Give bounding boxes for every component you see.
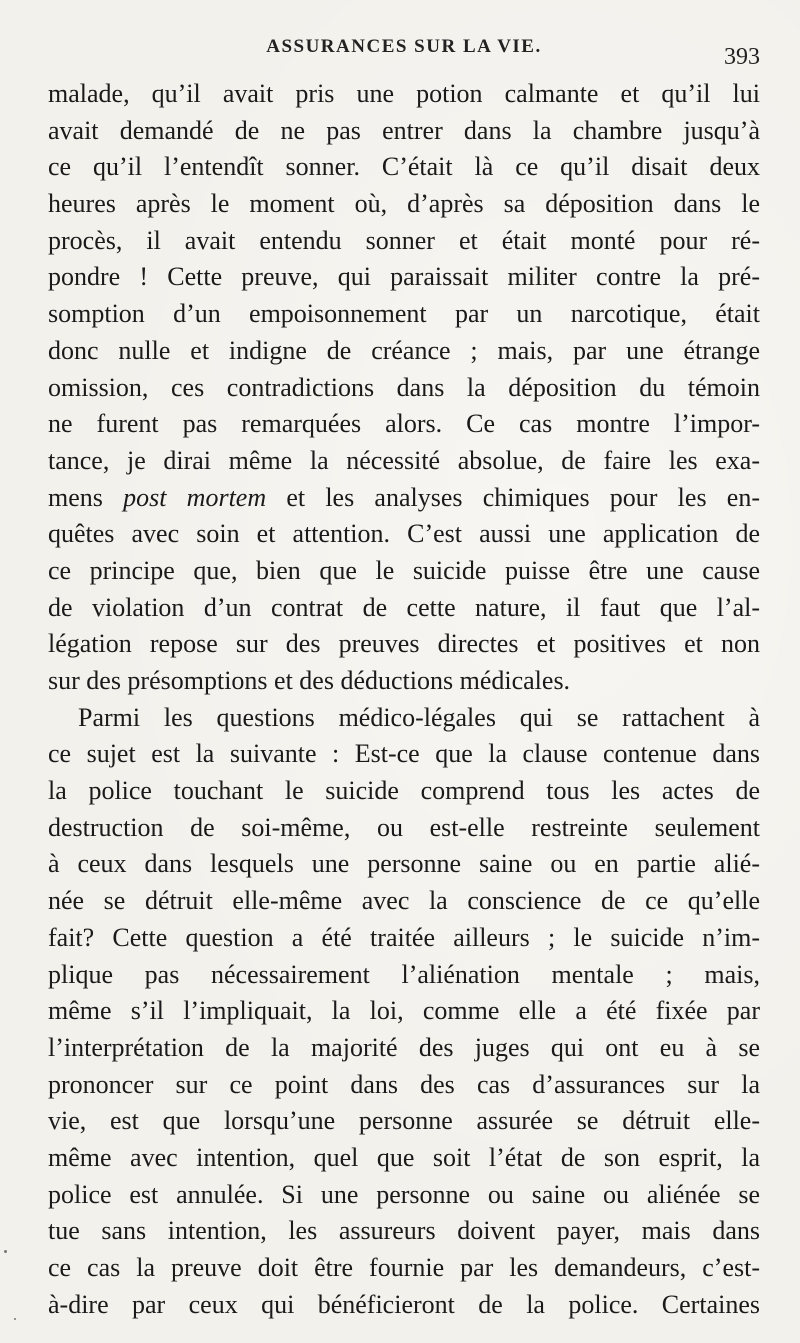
- text-line: ne furent pas remarquées alors. Ce cas montre l’impor-: [48, 409, 760, 439]
- running-head: [48, 30, 760, 70]
- text-line: somption d’un empoisonnement par un narcotique, était: [48, 299, 760, 329]
- line-segment: mens: [48, 482, 124, 512]
- text-line: police est annulée. Si une personne ou saine ou aliénée se: [48, 1179, 760, 1209]
- text-line: ce sujet est la suivante : Est-ce que la clause contenue dans: [48, 739, 760, 769]
- text-line: ce principe que, bien que le suicide puisse être une cause: [48, 555, 760, 585]
- text-line: pondre ! Cette preuve, qui paraissait militer contre la pré-: [48, 262, 760, 292]
- text-line: plique pas nécessairement l’aliénation mentale ; mais,: [48, 959, 760, 989]
- text-line: procès, il avait entendu sonner et était monté pour ré-: [48, 225, 760, 255]
- text-line: ce cas la preuve doit être fournie par les demandeurs, c’est-: [48, 1253, 760, 1282]
- text-line: destruction de soi-même, ou est-elle restreinte seulement: [48, 812, 760, 842]
- text-line: omission, ces contradictions dans la déposition du témoin: [48, 372, 760, 402]
- text-line: donc nulle et indigne de créance ; mais, par une étrange: [48, 335, 760, 365]
- text-line: ce qu’il l’entendît sonner. C’était là ce qu’il disait deux: [48, 152, 760, 182]
- body-text: [48, 76, 760, 1323]
- text-line: sur des présomptions et des déductions médicales.: [48, 666, 571, 695]
- text-line: tance, je dirai même la nécessité absolue, de faire les exa-: [48, 445, 760, 475]
- text-line: heures après le moment où, d’après sa déposition dans le: [48, 189, 760, 219]
- text-line: légation repose sur des preuves directes et positives et non: [48, 629, 760, 659]
- text-line: de violation d’un contrat de cette nature, il faut que l’al-: [48, 592, 760, 622]
- text-line: à ceux dans lesquels une personne saine ou en partie alié-: [48, 849, 760, 879]
- italic-term: post mortem: [123, 482, 267, 512]
- text-line: l’interprétation de la majorité des juges qui ont eu à se: [48, 1032, 760, 1062]
- paper-speck: [14, 1318, 16, 1320]
- text-line: Parmi les questions médico-légales qui se rattachent à: [78, 702, 760, 732]
- line-segment: et les analyses chimiques pour les en-: [266, 482, 760, 512]
- running-title: ASSURANCES SUR LA VIE.: [266, 36, 542, 57]
- text-line-with-italic: [48, 480, 760, 517]
- text-line: malade, qu’il avait pris une potion calmante et qu’il lui: [48, 79, 760, 108]
- paper-speck: [4, 1250, 7, 1253]
- text-line: à-dire par ceux qui bénéficieront de la police. Certaines: [48, 1289, 760, 1319]
- text-line: la police touchant le suicide comprend tous les actes de: [48, 776, 760, 806]
- text-line: prononcer sur ce point dans des cas d’assurances sur la: [48, 1069, 760, 1099]
- text-line: née se détruit elle-même avec la conscience de ce qu’elle: [48, 886, 760, 916]
- text-line: même s’il l’impliquait, la loi, comme elle a été fixée par: [48, 996, 760, 1026]
- text-line: avait demandé de ne pas entrer dans la chambre jusqu’à: [48, 115, 760, 145]
- text-line: vie, est que lorsqu’une personne assurée se détruit elle-: [48, 1106, 760, 1136]
- text-line: quêtes avec soin et attention. C’est aussi une application de: [48, 519, 760, 549]
- text-line: fait? Cette question a été traitée ailleurs ; le suicide n’im-: [48, 922, 760, 952]
- text-line: même avec intention, quel que soit l’état de son esprit, la: [48, 1142, 760, 1172]
- page-number: 393: [724, 44, 760, 70]
- text-line: tue sans intention, les assureurs doivent payer, mais dans: [48, 1216, 760, 1246]
